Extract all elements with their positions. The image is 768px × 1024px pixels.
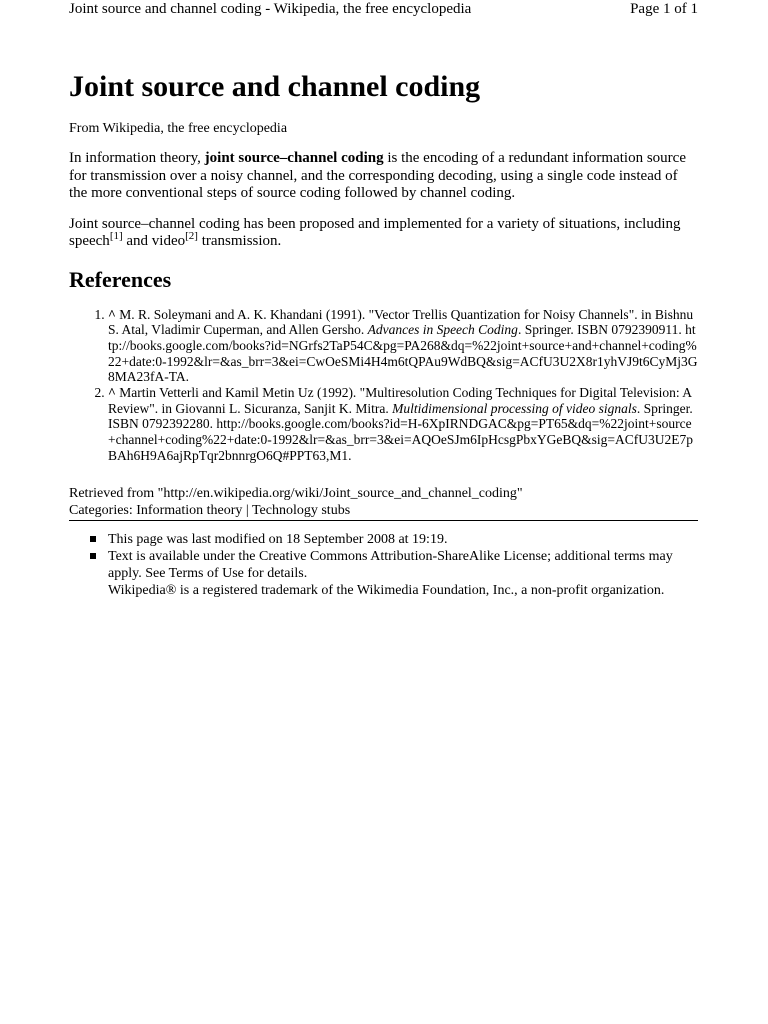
applications-text-start: Joint source–channel coding has been proposed and implemented for a variety of situations, including speech [69, 215, 681, 249]
category-separator: | [242, 502, 252, 518]
reference-item [108, 385, 698, 464]
ref-book-title: Advances in Speech Coding [367, 322, 518, 338]
ref-link-1[interactable]: [1] [109, 230, 123, 242]
applications-paragraph [69, 216, 698, 251]
category-link-information-theory[interactable]: Information theory [136, 502, 243, 518]
references-heading: References [69, 266, 172, 292]
bullet-icon [90, 536, 96, 542]
intro-text-end: is the encoding of a redundant information source for transmission over a noisy channel, and the corresponding decoding, using a single code instead of the more conventional steps of source coding followed by channel coding. [69, 150, 686, 201]
retrieved-from: Retrieved from "http://en.wikipedia.org/wiki/Joint_source_and_channel_coding" [69, 485, 523, 501]
references-list [69, 307, 698, 464]
ref-link-2[interactable]: [2] [185, 230, 198, 242]
license-text: Text is available under the Creative Commons Attribution-ShareAlike License; additional terms may apply. See Terms of Use for details. [108, 548, 673, 581]
categories-bar [69, 502, 698, 521]
ref-text-before: M. R. Soleymani and A. K. Khandani (1991). "Vector Trellis Quantization for Noisy Channels". in Bishnu S. Atal, Vladimir Cuperman, and Allen Gersho. [108, 306, 694, 338]
ref-book-title: Multidimensional processing of video signals [392, 400, 637, 416]
intro-paragraph [69, 150, 698, 203]
page-subtitle: From Wikipedia, the free encyclopedia [69, 121, 288, 136]
last-modified-text: This page was last modified on 18 September 2008 at 19:19. [108, 531, 448, 547]
intro-bold-term: joint source–channel coding [204, 150, 384, 166]
ref-text-after: . Springer. ISBN 0792392280. http://books.google.com/books?id=H-6XpIRNDGAC&pg=PT65&dq=%22joint+source+channel+coding%22+date:0-1992&lr=&as_brr=3&ei=AQOeSJm6IpHcsgPbxYGeBQ&sig=ACfU3U2E7pBAh6H9A6ajRpTqr2bnnrgO6Q#PPT63,M1. [108, 400, 693, 463]
footer-list [69, 531, 698, 599]
category-link-technology-stubs[interactable]: Technology stubs [251, 502, 351, 518]
print-header [69, 0, 698, 22]
footer-item [108, 548, 698, 599]
intro-text-start: In information theory, [69, 150, 205, 166]
ref-text-before: Martin Vetterli and Kamil Metin Uz (1992). "Multiresolution Coding Techniques for Digital Television: A Review". in Giovanni L. Sicuranza, Sanjit K. Mitra. [108, 385, 692, 416]
categories-label: Categories: [69, 502, 137, 518]
ref-backlink-1[interactable]: ^ [108, 306, 116, 322]
ref-text-after: . Springer. ISBN 0792390911. http://books.google.com/books?id=NGrfs2TaP54C&pg=PA268&dq=%22joint+source+and+channel+coding%22+date:0-1992&lr=&as_brr=3&ei=CwOeSMi4H4m6tQPAu9WdBQ&sig=ACfU3U2X8r1yhVJ9t6CyMj3G8MA23fA-TA. [108, 322, 698, 385]
print-header-title: Joint source and channel coding - Wikipedia, the free encyclopedia [69, 1, 472, 17]
trademark-text: Wikipedia® is a registered trademark of the Wikimedia Foundation, Inc., a non-profit organization. [108, 582, 665, 598]
footer-item [108, 531, 698, 548]
reference-item [108, 307, 698, 386]
bullet-icon [90, 553, 96, 559]
ref-backlink-2[interactable]: ^ [108, 385, 116, 401]
article-content [69, 70, 698, 599]
applications-text-end: transmission. [197, 233, 282, 249]
print-page-indicator: Page 1 of 1 [630, 1, 698, 17]
page-title: Joint source and channel coding [69, 70, 481, 103]
applications-text-mid: and video [122, 233, 186, 249]
